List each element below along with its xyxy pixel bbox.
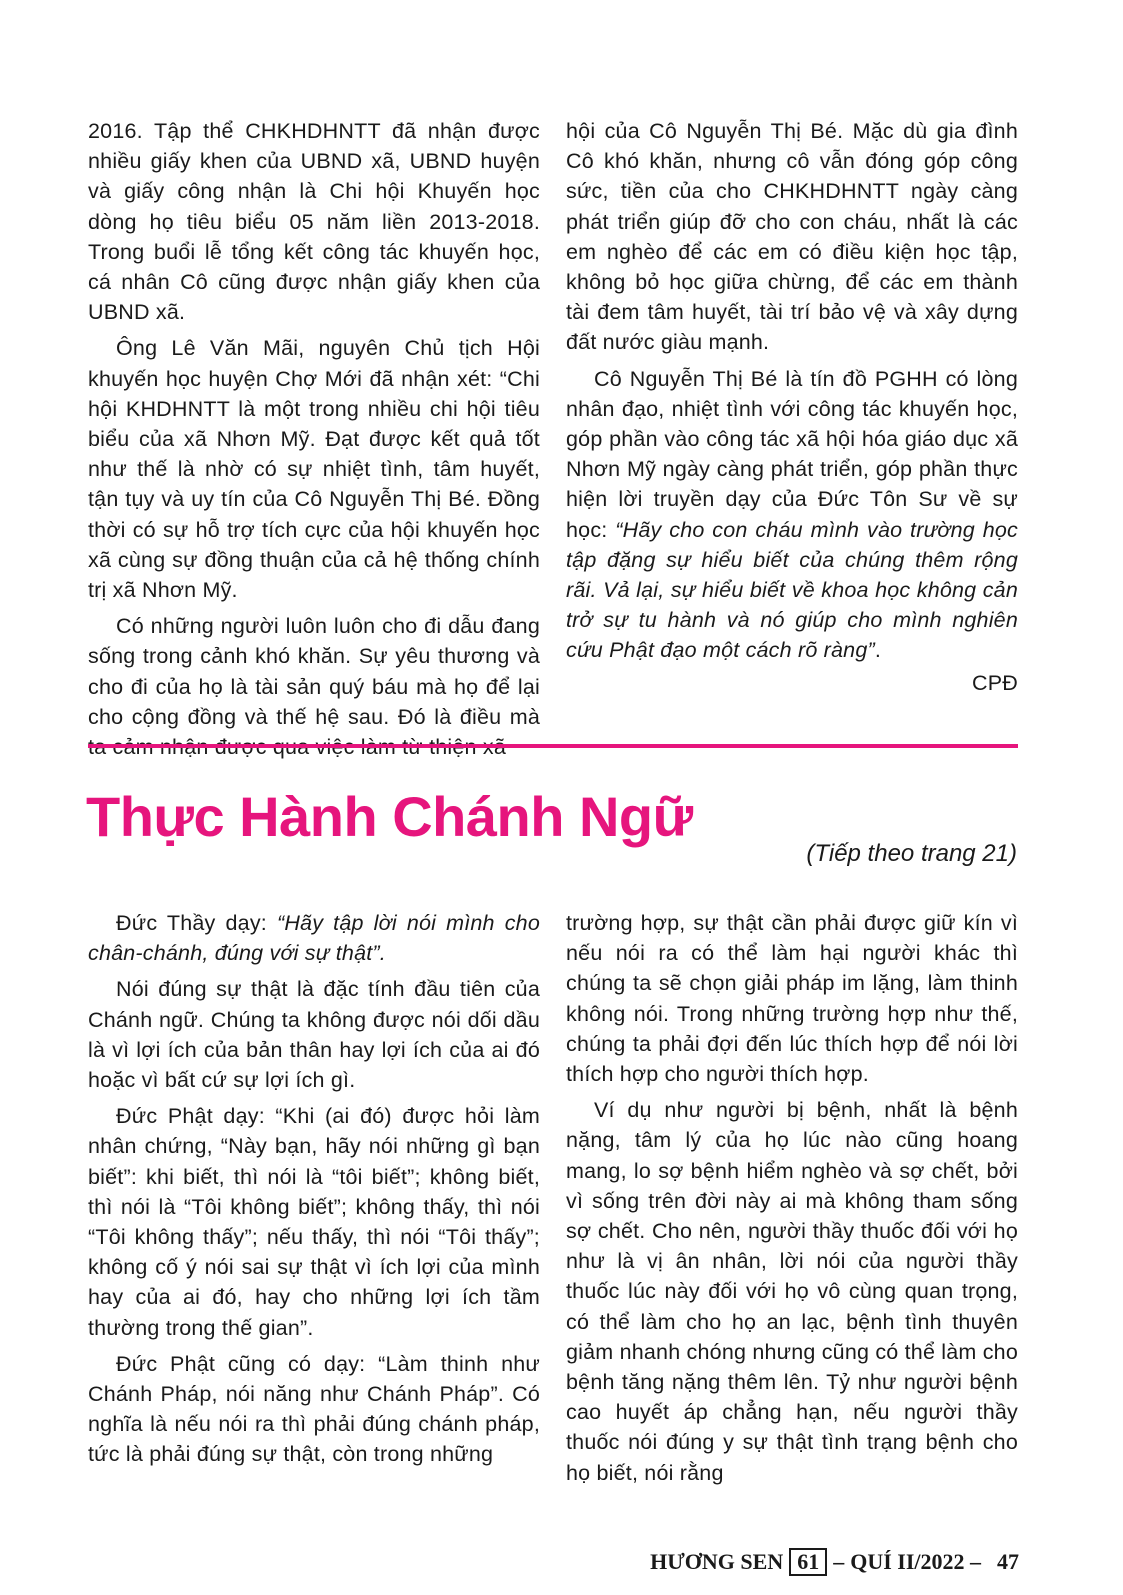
quote-text: “Hãy cho con cháu mình vào trường học tập đặng sự hiểu biết của chúng thêm rộng rãi. Vả lại, sự hiểu biết về khoa học không cản trở sự tu hành và nó giúp cho mình nghiên cứu Phật đạo một cách rõ ràng”	[566, 517, 1018, 663]
paragraph: hội của Cô Nguyễn Thị Bé. Mặc dù gia đình Cô khó khăn, nhưng cô vẫn đóng góp công sức, tiền của cho CHKHDHNTT ngày càng phát triển giúp đỡ cho con cháu, nhất là các em nghèo để các em có điều kiện học tập, không bỏ học giữa chừng, để các em thành tài đem tâm huyết, tài trí bảo vệ và xây dựng đất nước giàu mạnh.	[566, 119, 1018, 355]
issue-period: QUÍ II/2022 –	[850, 1549, 981, 1574]
paragraph: Đức Phật dạy: “Khi (ai đó) được hỏi làm nhân chứng, “Này bạn, hãy nói những gì bạn biết”: khi biết, thì nói là “tôi biết”; không biết, thì nói là “Tôi không biết”; không thấy, thì nói “Tôi không thấy”; nếu thấy, thì nói “Tôi thấy”; không cố ý nói sai sự thật vì ích lợi của mình hay của ai đó, hay cho những lợi ích tầm thường trong thế gian”.	[88, 1104, 540, 1340]
paragraph: Có những người luôn luôn cho đi dẫu đang sống trong cảnh khó khăn. Sự yêu thương và cho đi của họ là tài sản quý báu mà họ để lại cho cộng đồng và thế hệ sau. Đó là điều mà	[88, 614, 540, 729]
paragraph-text: Cô Nguyễn Thị Bé là tín đồ PGHH có lòng nhân đạo, nhiệt tình với công tác khuyến học, góp phần vào công tác xã hội hóa giáo dục xã Nhơn Mỹ ngày càng phát triển, góp phần thực hiện lời truyền dạy của Đức Tôn Sư về sự học:	[566, 366, 1018, 542]
quote-end: .	[874, 638, 882, 663]
article2-right-column	[566, 908, 1018, 1488]
page-footer	[650, 1548, 1019, 1576]
paragraph: Đức Phật cũng có dạy: “Làm thinh như Chánh Pháp, nói năng như Chánh Pháp”. Có nghĩa là nếu nói ra thì phải đúng chánh pháp, tức là phải đúng sự thật, còn trong những	[88, 1351, 540, 1467]
article2-left-column	[88, 908, 540, 1470]
footer-separator: –	[833, 1549, 845, 1574]
article-title: Thực Hành Chánh Ngữ	[86, 785, 693, 848]
article1-right-column	[566, 116, 1018, 698]
paragraph: Nói đúng sự thật là đặc tính đầu tiên của Chánh ngữ. Chúng ta không được nói dối dầu là vì lợi ích của bản thân hay lợi ích của ai đó hoặc vì bất cứ sự lợi ích gì.	[88, 977, 540, 1093]
intro-quote: “Hãy tập lời nói mình cho chân-chánh, đúng với sự thật”.	[88, 911, 540, 966]
issue-number: 61	[789, 1548, 827, 1576]
paragraph: Ví dụ như người bị bệnh, nhất là bệnh nặng, tâm lý của họ lúc nào cũng hoang mang, lo sợ bệnh hiểm nghèo và sợ chết, bởi vì sống trên đời này ai mà không tham sống sợ chết. Cho nên, người thầy thuốc đối với họ như là vị ân nhân, lời nói của người thầy thuốc lúc này đối với họ vô cùng quan trọng, có thể làm cho họ an lạc, bệnh tình thuyên giảm nhanh chóng nhưng cũng có thể làm cho bệnh tăng nặng thêm lên. Tỷ như người bệnh cao huyết áp chẳng hạn, nếu người thầy thuốc nói đúng y sự thật tình trạng bệnh cho họ biết, nói rằng	[566, 1098, 1018, 1485]
section-divider	[88, 744, 1018, 748]
paragraph	[88, 908, 540, 968]
paragraph	[566, 364, 1018, 666]
author-signature: CPĐ	[972, 670, 1018, 695]
intro-lead: Đức Thầy dạy:	[116, 911, 277, 935]
paragraph: Ông Lê Văn Mãi, nguyên Chủ tịch Hội khuyến học huyện Chợ Mới đã nhận xét: “Chi hội KHDHNTT là một trong nhiều chi hội tiêu biểu của xã Nhơn Mỹ. Đạt được kết quả tốt như thế là nhờ có sự nhiệt tình, tâm huyết, tận tụy và uy tín của Cô Nguyễn Thị Bé. Đồng thời có sự hỗ trợ tích cực của hội khuyến học xã cùng sự đồng thuận của cả hệ thống chính trị xã Nhơn Mỹ.	[88, 336, 540, 603]
continued-note: (Tiếp theo trang 21)	[806, 840, 1017, 867]
page-number: 47	[997, 1549, 1019, 1574]
magazine-name: HƯƠNG SEN	[650, 1549, 784, 1574]
article1-left-column	[88, 116, 540, 762]
paragraph: 2016. Tập thể CHKHDHNTT đã nhận được nhiều giấy khen của UBND xã, UBND huyện và giấy công nhận là Chi hội Khuyến học dòng họ tiêu biểu 05 năm liền 2013-2018. Trong buổi lễ tổng kết công tác khuyến học, cá nhân Cô cũng được nhận giấy khen của UBND xã.	[88, 119, 540, 325]
paragraph: trường hợp, sự thật cần phải được giữ kín vì nếu nói ra có thể làm hại người khác thì chúng ta sẽ chọn giải pháp im lặng, làm thinh không nói. Trong những trường hợp như thế, chúng ta phải đợi đến lúc thích hợp để nói lời thích hợp cho người thích hợp.	[566, 911, 1018, 1087]
